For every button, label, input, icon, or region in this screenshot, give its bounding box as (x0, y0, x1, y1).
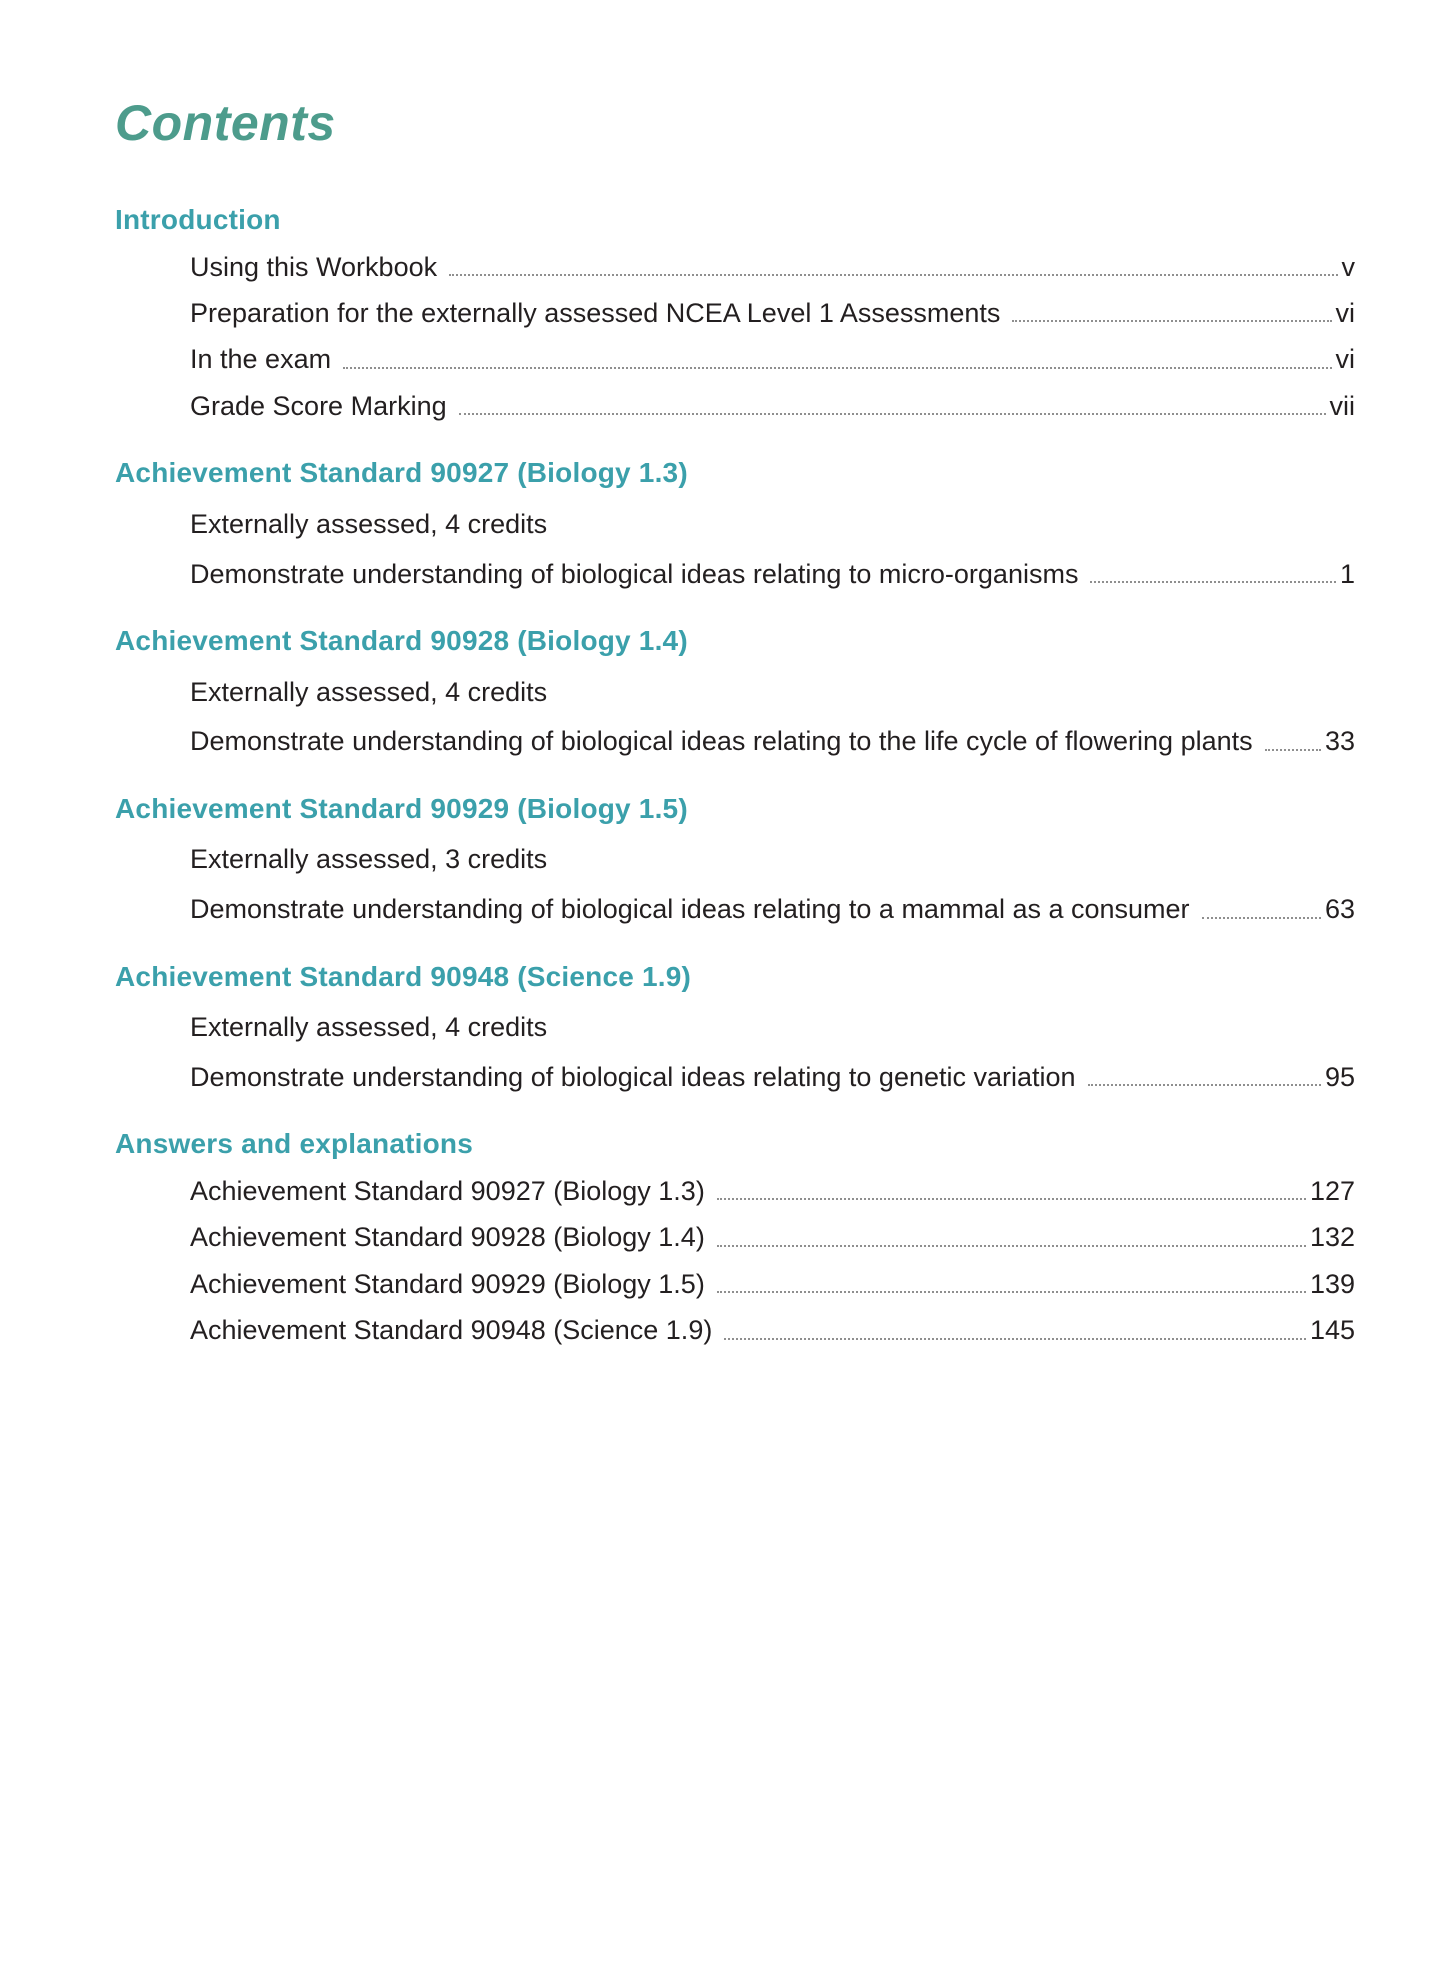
dot-leader (1090, 581, 1336, 583)
toc-entry (190, 1221, 1355, 1253)
toc-entry (190, 251, 1355, 283)
toc-entry (190, 1268, 1355, 1300)
toc-entry-label: Achievement Standard 90948 (Science 1.9) (190, 1315, 713, 1346)
toc-entry (190, 1314, 1355, 1346)
toc-section-as90928 (115, 624, 1355, 758)
toc-entry (190, 725, 1355, 757)
toc-entry (190, 343, 1355, 375)
toc-entry-label: Using this Workbook (190, 251, 438, 282)
section-note: Externally assessed, 4 credits (190, 508, 548, 539)
toc-entry-page: 95 (1324, 1062, 1355, 1093)
dot-leader (449, 274, 1337, 276)
toc-entry (190, 297, 1355, 329)
toc-entry-page: vii (1329, 390, 1355, 421)
dot-leader (459, 413, 1326, 415)
toc-entry-label: Demonstrate understanding of biological ideas relating to genetic variation (190, 1062, 1076, 1093)
toc-entry-label: In the exam (190, 344, 332, 375)
section-heading: Introduction (115, 204, 281, 235)
toc-entry-page: 145 (1309, 1315, 1355, 1346)
page-title: Contents (115, 95, 336, 151)
toc-entry-page: vi (1335, 344, 1355, 375)
toc-entry (190, 893, 1355, 925)
dot-leader (1265, 749, 1321, 751)
dot-leader (724, 1338, 1306, 1340)
toc-section-as90927 (115, 456, 1355, 590)
section-heading: Answers and explanations (115, 1128, 474, 1160)
toc-entry-page: 1 (1339, 558, 1355, 589)
dot-leader (1012, 320, 1331, 322)
toc-entry-label: Demonstrate understanding of biological ideas relating to a mammal as a consumer (190, 894, 1190, 925)
toc-entry-page: 63 (1324, 894, 1355, 925)
dot-leader (343, 367, 1331, 369)
toc-entry-page: 139 (1309, 1268, 1355, 1299)
toc-entry-label: Achievement Standard 90929 (Biology 1.5) (190, 1268, 705, 1299)
toc-entry-label: Preparation for the externally assessed NCEA Level 1 Assessments (190, 297, 1001, 328)
toc-entry-page: 132 (1309, 1222, 1355, 1253)
toc-entry-label: Achievement Standard 90927 (Biology 1.3) (190, 1176, 705, 1207)
toc-entry-page: v (1341, 251, 1355, 282)
section-heading: Achievement Standard 90929 (Biology 1.5) (115, 792, 688, 824)
dot-leader (717, 1245, 1306, 1247)
section-heading: Achievement Standard 90928 (Biology 1.4) (115, 624, 688, 656)
section-note: Externally assessed, 4 credits (190, 1012, 548, 1043)
dot-leader (1088, 1084, 1321, 1086)
section-note: Externally assessed, 3 credits (190, 844, 548, 875)
toc-entry-label: Achievement Standard 90928 (Biology 1.4) (190, 1222, 705, 1253)
toc-section-as90948 (115, 960, 1355, 1094)
toc-entry (190, 1061, 1355, 1093)
section-note: Externally assessed, 4 credits (190, 676, 548, 707)
dot-leader (1202, 917, 1321, 919)
section-heading: Achievement Standard 90927 (Biology 1.3) (115, 457, 688, 489)
section-heading: Achievement Standard 90948 (Science 1.9) (115, 960, 692, 992)
toc-entry-page: 127 (1309, 1176, 1355, 1207)
toc-entry (190, 1175, 1355, 1207)
toc-entry (190, 558, 1355, 590)
toc-entry-label: Grade Score Marking (190, 390, 447, 421)
dot-leader (717, 1198, 1306, 1200)
toc-entry-page: vi (1335, 297, 1355, 328)
toc-section-answers (115, 1127, 1355, 1346)
toc-entry-page: 33 (1324, 726, 1355, 757)
toc-section-as90929 (115, 792, 1355, 926)
toc-entry-label: Demonstrate understanding of biological ideas relating to micro-organisms (190, 558, 1079, 589)
dot-leader (717, 1291, 1306, 1293)
toc-section-introduction (115, 203, 1355, 422)
toc-entry-label: Demonstrate understanding of biological ideas relating to the life cycle of flowering plants (190, 726, 1253, 757)
toc-entry (190, 390, 1355, 422)
